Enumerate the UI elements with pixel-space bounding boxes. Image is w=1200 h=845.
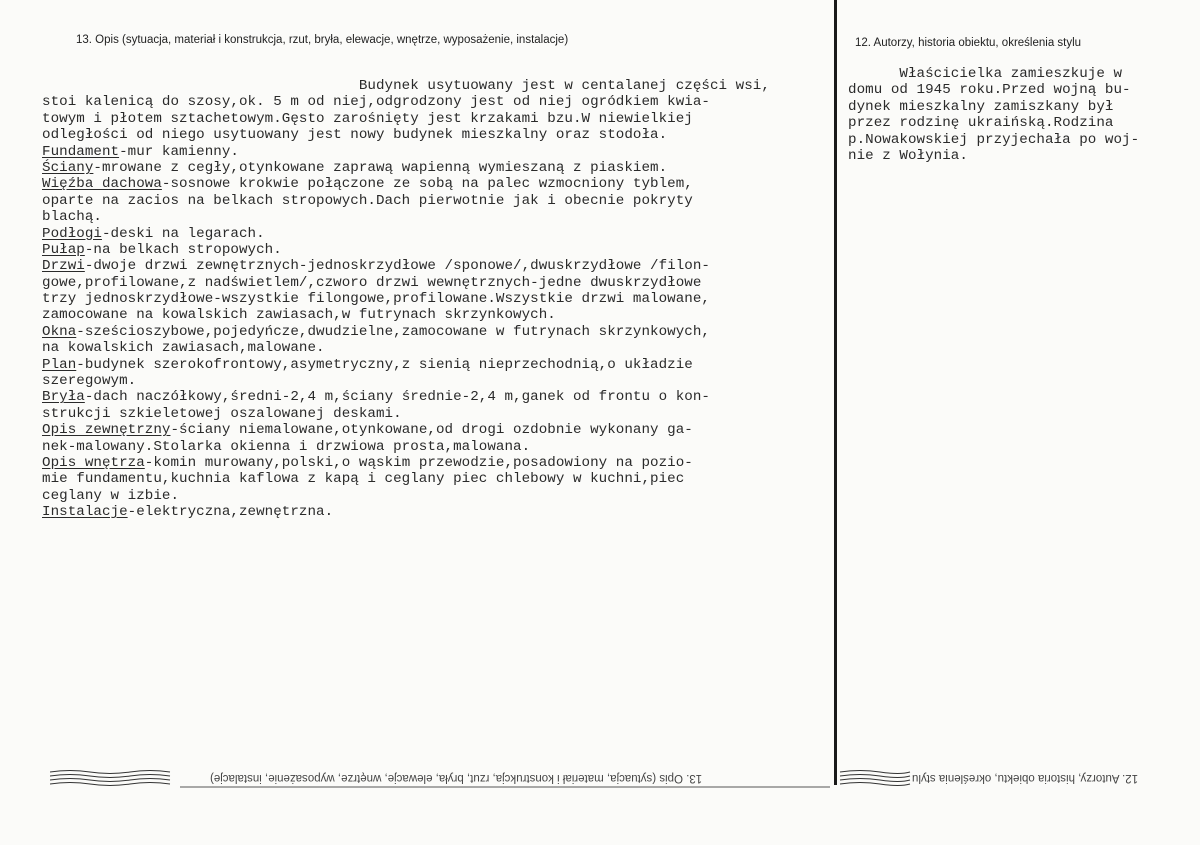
history-line: Właścicielka zamieszkuje w	[848, 66, 1123, 82]
line-text: -mur kamienny.	[119, 143, 239, 160]
description-line	[42, 406, 770, 422]
line-text: na kowalskich zawiasach,malowane.	[42, 340, 325, 357]
description-line	[42, 209, 770, 225]
field-label: Ściany	[42, 159, 94, 176]
description-line	[42, 127, 770, 143]
line-text: trzy jednoskrzydłowe-wszystkie filongowe,profilowane.Wszystkie drzwi malowane,	[42, 291, 710, 308]
description-line	[42, 176, 770, 192]
description-line	[42, 275, 770, 291]
line-text: strukcji szkieletowej oszalowanej deskami.	[42, 405, 402, 422]
description-line	[42, 504, 770, 520]
line-text: -sześcioszybowe,pojedyńcze,dwudzielne,zamocowane w futrynach skrzynkowych,	[76, 323, 710, 340]
history-line: przez rodzinę ukraińską.Rodzina	[848, 115, 1114, 132]
line-text: mie fundamentu,kuchnia kaflowa z kapą i ceglany piec chlebowy w kuchni,piec	[42, 471, 685, 488]
description-line	[42, 111, 770, 127]
line-text: blachą.	[42, 209, 102, 226]
history-line: nie z Wołynia.	[848, 147, 968, 164]
description-line	[42, 439, 770, 455]
description-line	[42, 258, 770, 274]
line-text: -na belkach stropowych.	[84, 241, 282, 258]
description-line	[42, 422, 770, 438]
line-text: odległości od niego usytuowany jest nowy budynek mieszkalny oraz stodoła.	[42, 127, 668, 144]
field-label: Podłogi	[42, 225, 102, 242]
history-line: dynek mieszkalny zamiszkany był	[848, 98, 1114, 115]
line-text: -budynek szerokofrontowy,asymetryczny,z sienią nieprzechodnią,o układzie	[76, 356, 693, 373]
field-label: Plan	[42, 356, 77, 373]
line-text: szeregowym.	[42, 373, 137, 390]
line-text: -dwoje drzwi zewnętrznych-jednoskrzydłowe /sponowe/,dwuskrzydłowe /filon-	[84, 258, 710, 275]
field-label: Fundament	[42, 143, 120, 160]
description-line	[42, 340, 770, 356]
history-line: domu od 1945 roku.Przed wojną bu-	[848, 82, 1131, 99]
description-line	[42, 324, 770, 340]
line-text: gowe,profilowane,z nadświetlem/,czworo drzwi wewnętrznych-jedne dwuskrzydłowe	[42, 274, 702, 291]
field-label: Opis zewnętrzny	[42, 422, 171, 439]
line-text: Budynek usytuowany jest w centalanej części wsi,	[42, 78, 770, 94]
field-label: Pułap	[42, 241, 85, 258]
description-line	[42, 94, 770, 110]
line-text: -ściany niemalowane,otynkowane,od drogi ozdobnie wykonany ga-	[170, 422, 693, 439]
section-12-header: 12. Autorzy, historia obiektu, określenia stylu	[855, 37, 1082, 49]
line-text: zamocowane na kowalskich zawiasach,w futrynach skrzynkowych.	[42, 307, 556, 324]
line-text: -mrowane z cegły,otynkowane zaprawą wapienną wymieszaną z piaskiem.	[93, 159, 668, 176]
description-line	[42, 471, 770, 487]
description-line	[42, 389, 770, 405]
bottom-strip-section-12: 12. Autorzy, historia obiektu, określenia stylu	[912, 772, 1139, 784]
column-divider	[834, 0, 837, 785]
line-text: stoi kalenicą do szosy,ok. 5 m od niej,odgrodzony jest od niej ogródkiem kwia-	[42, 94, 710, 111]
description-line	[42, 78, 770, 94]
section-13-header: 13. Opis (sytuacja, materiał i konstrukcja, rzut, bryła, elewacje, wnętrze, wyposażenie, instalacje)	[76, 34, 569, 46]
description-line	[42, 488, 770, 504]
line-text: nek-malowany.Stolarka okienna i drzwiowa prosta,malowana.	[42, 438, 531, 455]
description-line	[42, 226, 770, 242]
field-label: Więźba dachowa	[42, 176, 162, 193]
field-label: Okna	[42, 323, 77, 340]
description-line	[42, 373, 770, 389]
description-line	[42, 307, 770, 323]
line-text: -elektryczna,zewnętrzna.	[127, 504, 334, 521]
description-line	[42, 144, 770, 160]
description-typed-text	[42, 78, 770, 521]
description-line	[42, 242, 770, 258]
line-text: -sosnowe krokwie połączone ze sobą na palec wzmocniony tyblem,	[161, 176, 693, 193]
history-typed-text	[848, 66, 1139, 164]
description-line	[42, 193, 770, 209]
history-line: p.Nowakowskiej przyjechała po woj-	[848, 131, 1140, 148]
field-label: Bryła	[42, 389, 85, 406]
line-text: oparte na zacios na belkach stropowych.Dach pierwotnie jak i obecnie pokryty	[42, 192, 693, 209]
description-line	[42, 160, 770, 176]
description-line	[42, 357, 770, 373]
line-text: -dach naczółkowy,średni-2,4 m,ściany średnie-2,4 m,ganek od frontu o kon-	[84, 389, 710, 406]
line-text: -deski na legarach.	[101, 225, 265, 242]
description-line	[42, 455, 770, 471]
line-text: -komin murowany,polski,o wąskim przewodzie,posadowiony na pozio-	[144, 454, 693, 471]
field-label: Instalacje	[42, 504, 128, 521]
line-text: ceglany w izbie.	[42, 487, 180, 504]
line-text: towym i płotem sztachetowym.Gęsto zarośnięty jest krzakami bzu.W niewielkiej	[42, 110, 693, 127]
field-label: Opis wnętrza	[42, 454, 145, 471]
bottom-strip-section-13: 13. Opis (sytuacja, materiał i konstrukcja, rzut, bryła, elewacje, wnętrze, wyposażenie, instalacje)	[210, 772, 703, 784]
description-line	[42, 291, 770, 307]
field-label: Drzwi	[42, 258, 85, 275]
